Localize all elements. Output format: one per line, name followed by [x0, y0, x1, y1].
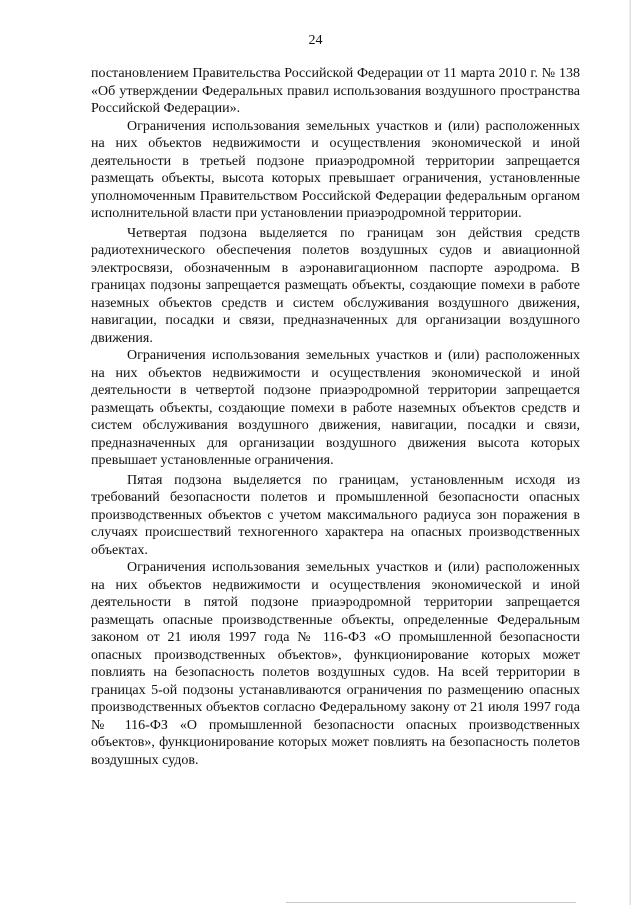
document-body — [91, 65, 580, 769]
paragraph-subzone-4-restrictions: Ограничения использования земельных участков и (или) расположенных на них объектов недвижимости и осуществления экономической и иной деятельности в четвертой подзоне приаэродромной территории запрещается размещать объекты, создающие помехи в работе наземных объектов средств и систем обслуживания воздушного движения, навигации, посадки и связи, предназначенных для организации воздушного движения высота которых превышает установленные ограничения. — [91, 348, 580, 468]
paragraph-subzone-4-definition: Четвертая подзона выделяется по границам зон действия средств радиотехнического обеспечения полетов воздушных судов и авиационной электросвязи, обозначенным в аэронавигационном паспорте аэродрома. В границах подзоны запрещается размещать объекты, создающие помехи в работе наземных объектов средств и систем обслуживания воздушного движения, навигации, посадки и связи, предназначенных для организации воздушного движения. — [91, 225, 580, 346]
paragraph-subzone-3-restrictions: Ограничения использования земельных участков и (или) расположенных на них объектов недвижимости и осуществления экономической и иной деятельности в третьей подзоне приаэродромной территории запрещается размещать объекты, высота которых превышает ограничения, установленные уполномоченным Правительством Российской Федерации федеральным органом исполнительной власти при установлении приаэродромной территории. — [91, 118, 580, 221]
scan-bottom-line — [286, 902, 576, 903]
paragraph-subzone-5-definition: Пятая подзона выделяется по границам, установленным исходя из требований безопасности полетов и промышленной безопасности опасных производственных объектов с учетом максимального радиуса зон поражения в случаях происшествий техногенного характера на опасных производственных объектах. — [91, 472, 580, 558]
page-number: 24 — [308, 33, 323, 48]
paragraph-subzone-5-restrictions: Ограничения использования земельных участков и (или) расположенных на них объектов недвижимости и осуществления экономической и иной деятельности в пятой подзоне приаэродромной территории запрещается размещать опасные производственные объекты, определенные Федеральным законом от 21 июля 1997 года № 116-ФЗ «О промышленной безопасности опасных производственных объектов», функционирование которых может повлиять на безопасность полетов воздушных судов. На всей территории в границах 5-ой подзоны устанавливаются ограничения по размещению опасных производственных объектов согласно Федеральному закону от 21 июля 1997 года № 116-ФЗ «О промышленной безопасности опасных производственных объектов», функционирование которых может повлиять на безопасность полетов воздушных судов. — [91, 560, 580, 768]
paragraph-continuation: постановлением Правительства Российской Федерации от 11 марта 2010 г. № 138 «Об утверждении Федеральных правил использования воздушного пространства Российской Федерации». — [91, 66, 580, 116]
